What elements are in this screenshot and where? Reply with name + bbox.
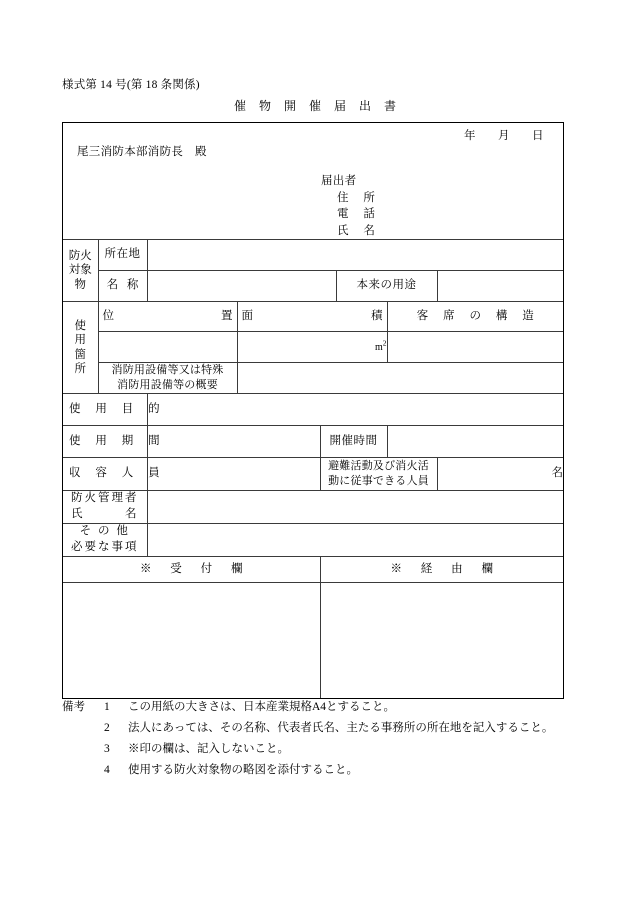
label-usage-area-line2: 用: [74, 334, 86, 347]
submitter-heading: 届出者: [321, 175, 357, 187]
remarks-item-4: [62, 760, 582, 781]
label-staff: [320, 458, 437, 491]
remarks-item-3-number: 3: [104, 742, 110, 755]
label-other-line2: 必要な事項: [71, 541, 139, 553]
date-line: [453, 129, 555, 145]
document-title: 催 物 開 催 届 出 書: [233, 99, 401, 113]
field-equipment-value[interactable]: [237, 363, 563, 394]
label-usage-area-line1: 使: [74, 319, 86, 332]
label-building-name: 名 称: [98, 271, 147, 302]
remarks-item-1-text: この用紙の大きさは、日本産業規格A4とすること。: [128, 701, 396, 713]
label-fire-manager-line1: 防火管理者: [71, 492, 139, 505]
label-receipt-column: ※ 受 付 欄: [63, 557, 320, 583]
date-month-label: 月: [498, 130, 510, 142]
field-routing-column-value[interactable]: [320, 583, 563, 699]
label-capacity: 収 容 人 員: [63, 458, 147, 491]
form-table: [63, 123, 563, 698]
table-row-building-location: [63, 240, 563, 271]
field-purpose-value[interactable]: [147, 394, 563, 426]
label-usage-area: [63, 302, 98, 394]
table-row-other: [63, 524, 563, 557]
field-capacity-value[interactable]: [147, 458, 320, 491]
label-original-use: 本来の用途: [336, 271, 437, 302]
label-area-text: 面 積: [241, 309, 383, 322]
remarks-item-3-text: ※印の欄は、記入しないこと。: [128, 742, 289, 755]
submitter-address-label: 住 所: [337, 191, 381, 204]
remarks-block: [62, 697, 582, 781]
label-usage-area-line4: 所: [74, 362, 86, 375]
table-row-usage-headings: [63, 302, 563, 332]
remarks-item-4-text: 使用する防火対象物の略図を添付すること。: [128, 763, 358, 776]
label-target-building-line2: 対象: [68, 264, 92, 277]
remarks-item-1: [62, 697, 582, 718]
field-seating-structure-value[interactable]: [387, 332, 563, 363]
remarks-item-2-number: 2: [104, 721, 110, 734]
label-area: [237, 302, 387, 332]
label-usage-area-line3: 箇: [74, 348, 86, 361]
remarks-item-2-text: 法人にあっては、その名称、代表者氏名、主たる事務所の所在地を記入すること。: [128, 721, 554, 734]
label-other-line1: そ の 他: [79, 525, 130, 538]
form-table-frame: [62, 122, 564, 699]
label-equipment-line2: 消防用設備等の概要: [117, 379, 218, 391]
table-row-capacity: [63, 458, 563, 491]
remarks-item-4-number: 4: [104, 763, 110, 776]
field-area-value[interactable]: [237, 332, 387, 363]
table-row-admin-headers: [63, 557, 563, 583]
table-row-building-name: [63, 271, 563, 302]
date-day-label: 日: [532, 130, 544, 142]
remarks-item-1-number: 1: [104, 701, 110, 713]
submitter-phone-label: 電 話: [337, 208, 381, 221]
field-period-value[interactable]: [147, 426, 320, 458]
date-year-label: 年: [464, 130, 476, 142]
field-location-value[interactable]: [147, 240, 563, 271]
table-row-purpose: [63, 394, 563, 426]
label-fire-manager: [63, 491, 147, 524]
field-staff-value[interactable]: [437, 458, 563, 491]
field-fire-manager-value[interactable]: [147, 491, 563, 524]
label-period: 使 用 期 間: [63, 426, 147, 458]
remarks-item-2: [62, 718, 582, 739]
label-seating-structure: 客 席 の 構 造: [387, 302, 563, 332]
label-purpose: 使 用 目 的: [63, 394, 147, 426]
remarks-item-3: [62, 739, 582, 760]
field-receipt-column-value[interactable]: [63, 583, 320, 699]
table-row-fire-manager: [63, 491, 563, 524]
header-block-cell: [63, 123, 563, 240]
addressee-line: 尾三消防本部消防長 殿: [77, 146, 207, 158]
label-fire-manager-line2: 氏 名: [71, 508, 139, 520]
field-position-value[interactable]: [98, 332, 237, 363]
label-equipment-line1: 消防用設備等又は特殊: [111, 364, 224, 377]
label-target-building-line1: 防火: [68, 249, 92, 262]
label-other: [63, 524, 147, 557]
submitter-name-label: 氏 名: [337, 225, 381, 238]
label-event-time: 開催時間: [320, 426, 387, 458]
field-event-time-value[interactable]: [387, 426, 563, 458]
form-number: 様式第 14 号(第 18 条関係): [62, 79, 200, 91]
submitter-block: [321, 173, 381, 240]
label-staff-line2: 動に従事できる人員: [328, 475, 429, 487]
label-routing-column: ※ 経 由 欄: [320, 557, 563, 583]
label-location: 所在地: [98, 240, 147, 271]
label-target-building-line3: 物: [74, 278, 86, 291]
label-position-text: 位 置: [102, 309, 233, 322]
area-unit: $m^2$: [374, 339, 387, 354]
remarks-label: 備考: [62, 701, 85, 713]
table-row-usage-values: [63, 332, 563, 363]
table-row-period: [63, 426, 563, 458]
label-equipment: [98, 363, 237, 394]
staff-unit: 名: [551, 467, 563, 480]
field-original-use-value[interactable]: [437, 271, 563, 302]
field-other-value[interactable]: [147, 524, 563, 557]
label-target-building: [63, 240, 98, 302]
label-position: [98, 302, 237, 332]
table-row-header: [63, 123, 563, 240]
field-building-name-value[interactable]: [147, 271, 336, 302]
table-row-equipment: [63, 363, 563, 394]
table-row-admin-blanks: [63, 583, 563, 699]
label-staff-line1: 避難活動及び消火活: [328, 460, 429, 473]
